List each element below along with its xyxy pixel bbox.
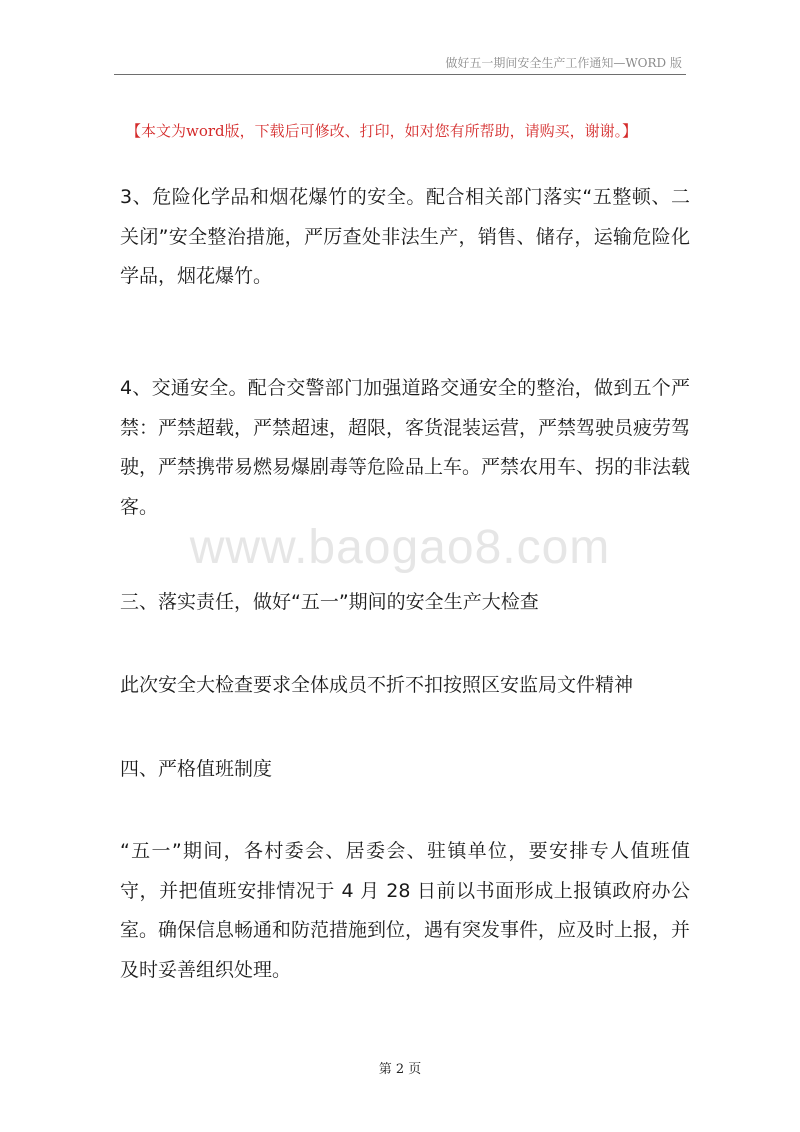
download-notice: 【本文为word版，下载后可修改、打印，如对您有所帮助，请购买，谢谢。】 — [126, 122, 638, 140]
section-3-heading: 三、落实责任，做好“五一”期间的安全生产大检查 — [120, 591, 539, 613]
paragraph-hazardous-chemicals: 3、危险化学品和烟花爆竹的安全。配合相关部门落实“五整顿、二关闭”安全整治措施，严厉查处非法生产，销售、储存，运输危险化学品，烟花爆竹。 — [120, 186, 690, 287]
paragraph-traffic-safety: 4、交通安全。配合交警部门加强道路交通安全的整治，做到五个严禁：严禁超载，严禁超速，超限，客货混装运营，严禁驾驶员疲劳驾驶，严禁携带易燃易爆剧毒等危险品上车。严禁农用车、拐的非法载客。 — [120, 377, 691, 518]
header-divider — [114, 74, 686, 75]
site-watermark: www.baogao8.com — [189, 521, 611, 574]
running-header: 做好五一期间安全生产工作通知—WORD 版 — [445, 56, 682, 70]
section-4-heading: 四、严格值班制度 — [120, 758, 273, 780]
section-3-text: 此次安全大检查要求全体成员不折不扣按照区安监局文件精神 — [120, 674, 634, 696]
section-4-text: “五一”期间，各村委会、居委会、驻镇单位，要安排专人值班值守，并把值班安排情况于 4 月 28 日前以书面形成上报镇政府办公室。确保信息畅通和防范措施到位，遇有突发事件，应及时上报，并及时妥善组织处理。 — [120, 840, 691, 981]
page-number: 第 2 页 — [378, 1062, 422, 1077]
